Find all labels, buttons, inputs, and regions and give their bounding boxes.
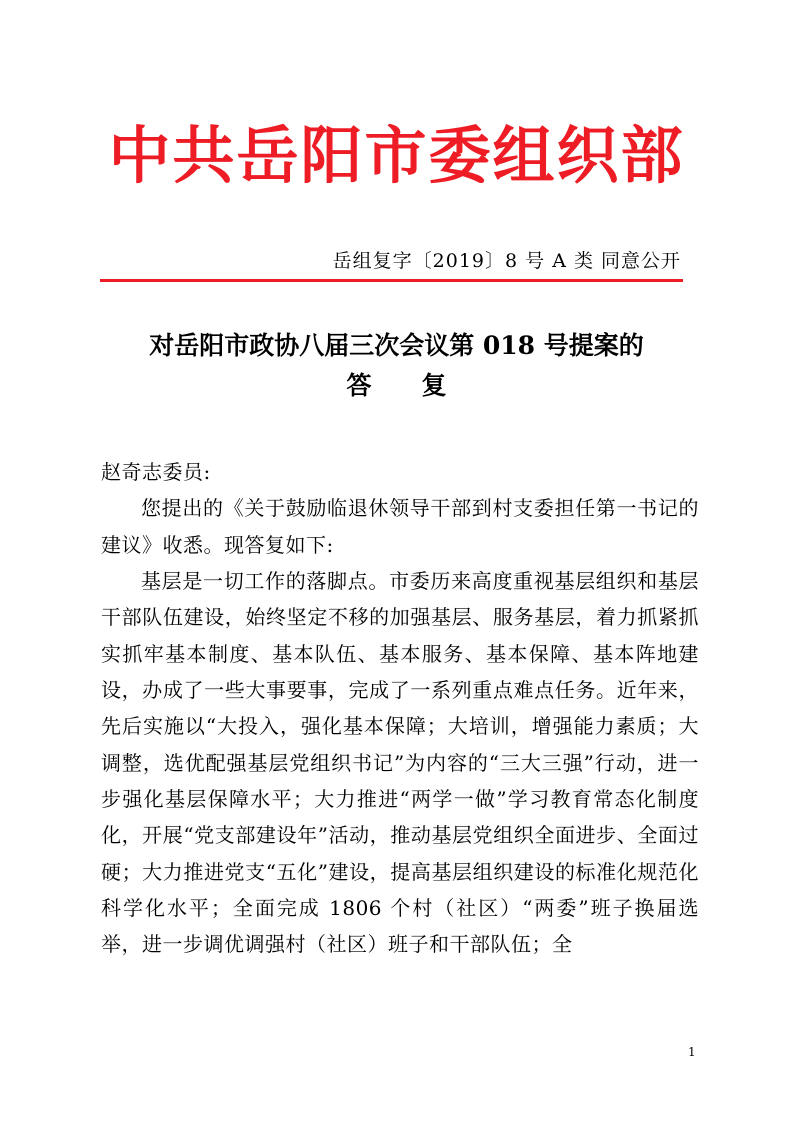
document-title-reply xyxy=(0,369,793,403)
title-reply-char-1: 答 xyxy=(346,371,372,400)
page-number: 1 xyxy=(688,1045,696,1059)
document-number: 岳组复字〔2019〕8 号 A 类 同意公开 xyxy=(332,250,681,272)
body-paragraph: 基层是一切工作的落脚点。市委历来高度重视基层组织和基层干部队伍建设，始终坚定不移的加强基层、服务基层，着力抓紧抓实抓牢基本制度、基本队伍、基本服务、基本保障、基本阵地建设，办成了一些大事要事，完成了一系列重点难点任务。近年来，先后实施以“大投入，强化基本保障；大培训，增强能力素质；大调整，选优配强基层党组织书记”为内容的“三大三强”行动，进一步强化基层保障水平；大力推进“两学一做”学习教育常态化制度化，开展“党支部建设年”活动，推动基层党组织全面进步、全面过硬；大力推进党支“五化”建设，提高基层组织建设的标准化规范化科学化水平；全面完成 1806 个村（社区）“两委”班子换届选举，进一步调优调强村（社区）班子和干部队伍；全 xyxy=(101,569,699,957)
title-reply-char-2: 复 xyxy=(421,371,447,400)
document-title: 对岳阳市政协八届三次会议第 018 号提案的 xyxy=(149,331,644,360)
salutation: 赵奇志委员: xyxy=(101,460,211,484)
document-body xyxy=(101,454,699,963)
issuing-organization-header: 中共岳阳市委组织部 xyxy=(108,119,685,192)
red-divider-line xyxy=(100,279,683,282)
body-paragraph: 您提出的《关于鼓励临退休领导干部到村支委担任第一书记的建议》收悉。现答复如下: xyxy=(101,496,699,557)
